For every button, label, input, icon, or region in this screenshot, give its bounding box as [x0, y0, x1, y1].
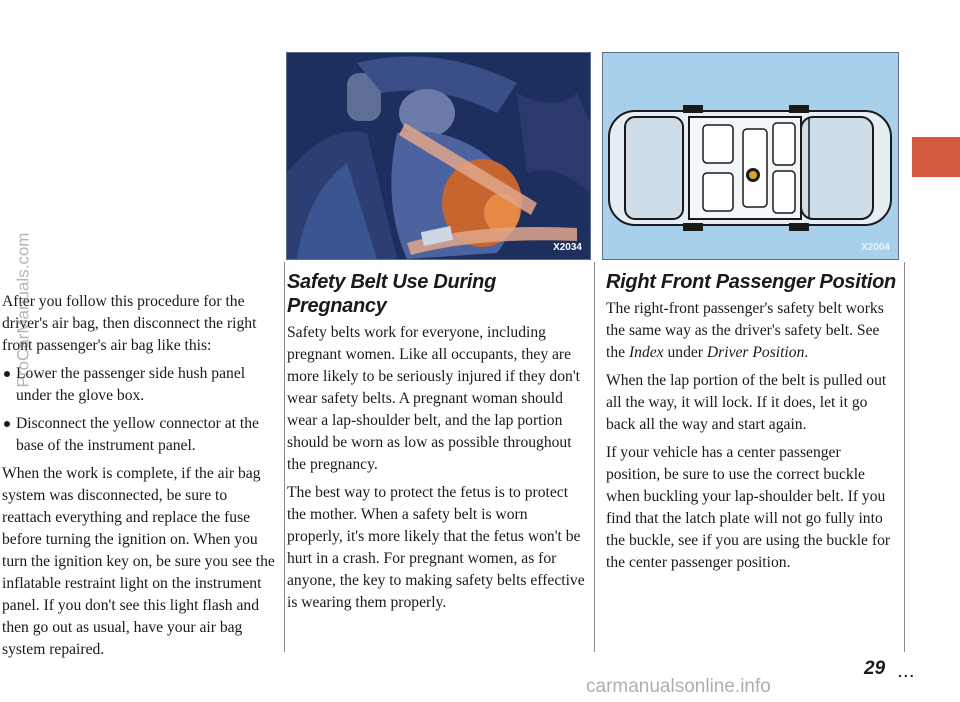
- page-number: 29: [864, 658, 886, 679]
- pregnancy-belt-drawing: [287, 53, 590, 259]
- figure-code: X2034: [553, 242, 582, 253]
- section-heading: Safety Belt Use During Pregnancy: [287, 271, 497, 317]
- section-heading: Right Front Passenger Position: [606, 271, 896, 293]
- body-paragraph: [606, 298, 898, 364]
- closing-paragraph: When the work is complete, if the air bag system was disconnected, be sure to reattach everything and replace the fuse before turning the ignition on. When you turn the ignition key on, be sure you see the inflatable restraint light on the instrument panel. If you don't see this light flash and then go out as usual, have your air bag system repaired.: [2, 465, 275, 658]
- figure-code: X2004: [861, 242, 890, 253]
- column-divider: [904, 262, 905, 652]
- intro-paragraph: After you follow this procedure for the driver's air bag, then disconnect the right front passenger's air bag like this:: [2, 293, 257, 354]
- list-item: Disconnect the yellow connector at the base of the instrument panel.: [2, 413, 280, 457]
- pregnancy-belt-illustration: [286, 52, 591, 260]
- side-watermark: ProCarManuals.com: [13, 232, 33, 388]
- body-text: .: [804, 344, 809, 361]
- column-divider: [284, 262, 285, 652]
- section-tab: [912, 137, 960, 177]
- body-text: The right-front passenger's safety belt works the same way as the driver's safety belt. See the: [606, 300, 884, 361]
- air-bag-disconnect-column: [2, 291, 280, 667]
- body-text: under: [663, 344, 707, 361]
- body-paragraph: If your vehicle has a center passenger position, be sure to use the correct buckle when buckling your lap-shoulder belt. If you find that the latch plate will not go fully into the buckle, see if you are using the buckle for the center passenger position.: [606, 444, 891, 571]
- body-paragraph: Safety belts work for everyone, including pregnant women. Like all occupants, they are more likely to be seriously injured if they don't wear safety belts. A pregnant woman should wear a lap-shoulder belt, and the lap portion should be worn as low as possible throughout the pregnancy.: [287, 324, 580, 473]
- column-divider: [594, 262, 595, 652]
- body-paragraph: When the lap portion of the belt is pulled out all the way, it will lock. If it does, let it go back all the way and start again.: [606, 372, 887, 433]
- bottom-watermark: carmanualsonline.info: [586, 676, 771, 697]
- page-dots: ...: [898, 664, 916, 680]
- vehicle-top-view-drawing: [603, 53, 898, 259]
- procedure-list: [2, 363, 280, 457]
- index-reference: Index: [628, 344, 664, 361]
- list-item: Lower the passenger side hush panel under the glove box.: [2, 363, 280, 407]
- passenger-position-section: [606, 270, 898, 580]
- body-paragraph: The best way to protect the fetus is to protect the mother. When a safety belt is worn properly, it's more likely that the fetus won't be hurt in a crash. For pregnant women, as for anyone, the key to making safety belts effective is wearing them properly.: [287, 484, 585, 611]
- driver-position-reference: Driver Position: [706, 344, 805, 361]
- pregnancy-section: [287, 270, 587, 620]
- vehicle-top-view-illustration: [602, 52, 899, 260]
